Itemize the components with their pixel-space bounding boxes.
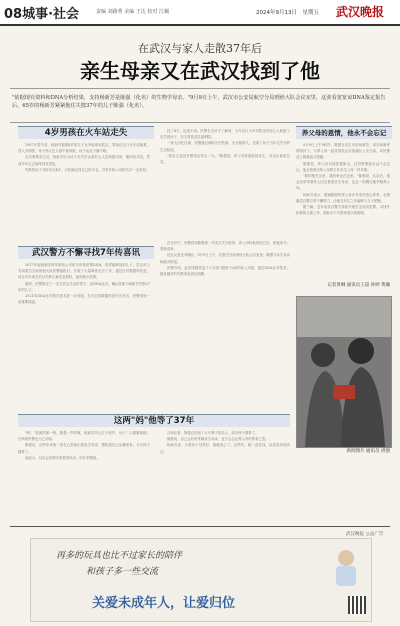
newspaper-logo: 武汉晚报 (336, 5, 385, 19)
paragraph: 最终，民警锁定了一名在武汉生活的男子，经DNA比对，确认其即为杨新芳失散37年的儿子。 (18, 281, 150, 292)
paragraph: 杨新芳说，只要孩子过得好，她就放心了。这些年，她一直在找，从来没有放弃过。 (160, 443, 290, 454)
qr-code-icon (348, 596, 366, 614)
divider (10, 122, 390, 123)
column-1-text-a (18, 142, 150, 242)
paragraph: 2021年DNA比对相关技术进一步发展，在对全国数据库进行比对后，民警发现一条重要线索。 (18, 294, 150, 305)
column-1-text-c (18, 430, 150, 518)
photo-image (297, 297, 391, 447)
column-3-text (296, 142, 390, 280)
ad-slogan-line-2: 和孩子多一些交流 (86, 567, 159, 577)
paragraph: 1987年春节后，杨新芳抱着4岁的儿子从外地来到武汉，准备在汉口火车站换乘，因人多拥挤，母子两人在人群中被冲散，孩子从此下落不明。 (18, 143, 150, 154)
column-2-text-c (160, 430, 290, 518)
page-header (0, 0, 400, 26)
article-headline: 亲生母亲又在武汉找到了他 (80, 59, 320, 83)
ad-slogan-line-1: 再多的玩具也比不过家长的陪伴 (56, 551, 183, 561)
subhead-2: 武汉警方不懈寻找7年传喜讯 (18, 246, 154, 259)
subhead-4: 养父母的恩情，他永不会忘记 (296, 126, 392, 139)
paragraph: 在走访中，民警获知陈强被一对武汉夫妇收养，养父母待他视如己出，供他读书、帮他成家。 (160, 241, 290, 252)
paragraph: "我的根在这里，我的家也在这里。"陈强说，认亲后，他会经常带着家人回去看望亲生母亲，也会一如既往地孝顺养父母。 (296, 174, 390, 191)
paragraph: "我自己也没有想到会有这一天。"陈强说，养父母待他如同亲生，从未让他吃过苦。 (160, 153, 290, 165)
divider (10, 526, 390, 527)
subhead-3: 这两"妈"他等了37年 (18, 414, 290, 427)
divider (10, 88, 390, 89)
photo-credit: 新闻图片 通讯员 供图 (346, 449, 390, 454)
child-illustration (326, 546, 366, 590)
paragraph: 找了4天，也找不到。民警在走访中了解到，当年汉口火车站附近有好心人收留了走失的孩子，后又将其送往福利院。 (160, 129, 290, 140)
ad-title: 关爱未成年人，让爱归位 (92, 596, 236, 611)
article-lead: "依据现有资料和DNA分析结果，支持杨新芳是陈强（化名）的生物学母亲。"9月9日上午，武汉市公安局航空分局刑侦大队会议室里，这张看宽宽谅DNA鉴定报告后，65岁的杨新芳紧紧抱住失散37年的儿子陈强（化名）。 (12, 95, 386, 109)
paragraph: 陈强说，这些年来他一直在心里惦记着亲生母亲，想知道自己从哪里来。今天终于圆梦了。 (18, 443, 150, 454)
paragraph: "妈！"见面的那一刻，陈强一声呼喊，杨新芳早已泣不成声。母子二人紧紧相拥，在场的民警也为之动容。 (18, 431, 150, 442)
section-title: 08城事·社会 (4, 7, 80, 22)
subhead-1: 4岁男孩在火车站走失 (18, 126, 154, 139)
editors-credit: 责编 刘路秀 美编 王达 校对 江珮 (96, 9, 169, 15)
paragraph: 一家人回忆往事，民警通过调取历史档案、走访知情人，还原了孩子当年走失后的生活轨迹。 (160, 141, 290, 152)
paragraph: 陈强说，养父母对他恩重如山，这份恩情他永远不会忘记。他会把两边的父母都当作亲生父母一样孝敬。 (296, 161, 390, 172)
paragraph: 据了解，近年来武汉警方持续开展打击拐卖犯罪、寻找失踪被拐儿童工作，帮助多个失散家庭实现团圆。 (296, 205, 390, 216)
paragraph: 经过反复比对确认，9月9日上午，在航空分局刑侦大队会议室里，陈强与亲生母亲杨新芳相见。 (160, 253, 290, 264)
paragraph: 9月9日上午9时许，陈强在亲生母亲杨新芳、弟弟杨新军的陪伴下，与养父母一起来到武汉东西湖区公安分局，向民警送上锦旗表示感谢。 (296, 143, 390, 160)
news-photo (296, 296, 392, 448)
column-2-text-a (160, 128, 290, 238)
paragraph: 失散的孩子当时年仅4岁，只依稀记得自己的小名，对家乡和父母的名字一无所知。 (25, 167, 150, 172)
ad-tag: 武汉晚报 公益广告 (346, 532, 384, 537)
paragraph: 2017年起杨新芳每年都向公安机关申请采集DNA，希望能够找到儿子。武汉市公安局航空分局刑侦大队民警接报后，开展了大量调查走访工作，通过比对数据库信息，结合历年来在武汉失散儿童信息资料，逐步缩小范围。 (18, 263, 150, 280)
issue-date: 2024年9月13日 星期五 (256, 10, 319, 16)
paragraph: 陈强说，自己会好好孝顺亲生母亲，也不会忘记养父母的养育之恩。 (167, 437, 269, 442)
article-kicker: 在武汉与家人走散37年后 (138, 42, 262, 55)
column-2-text-b (160, 240, 290, 412)
column-1-text-b (18, 262, 150, 412)
paragraph: 杨新芳表示，感谢陈强的养父母多年来的悉心养育，也感谢武汉警方的不懈努力，让她在有生之年能够与儿子团聚。 (296, 192, 390, 203)
byline: 记者黄琳 通讯员王超 孙婷 黄珮 (327, 283, 390, 288)
paragraph: 他表示，以后会常常回来看望母亲，好好孝敬她。 (25, 455, 100, 460)
paragraph: 这次事情发生后，杨新芳以为孩子走失后会被好心人送到派出所，便四处寻找，然而多年过去始终没有消息。 (18, 155, 150, 166)
paragraph: 民警介绍，此次团圆得益于公安部"团圆"行动的深入开展，通过DNA比对技术，越来越多的失散家庭得以团聚。 (160, 265, 290, 277)
paragraph: 告别记者，陈强已经找了大半辈子的亲人，如今终于圆梦了。 (167, 431, 259, 435)
